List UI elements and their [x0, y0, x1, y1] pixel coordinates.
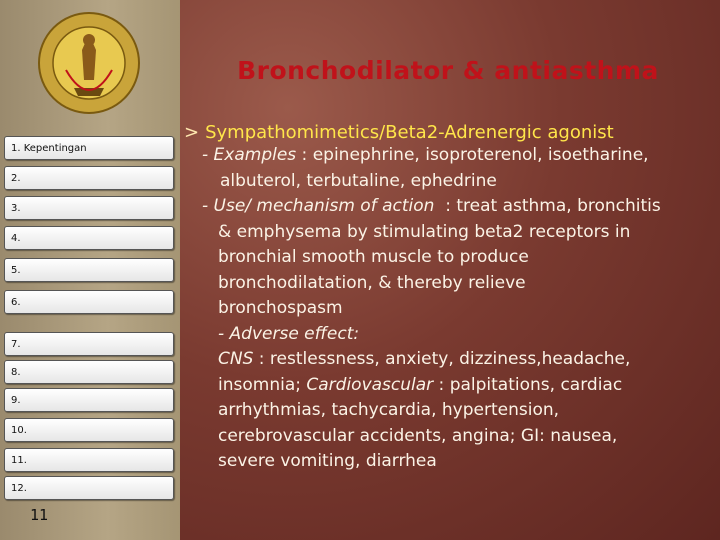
page-number: 11	[30, 506, 49, 524]
adverse-label: - Adverse effect:	[218, 323, 360, 344]
use-cont-2: bronchial smooth muscle to produce	[218, 247, 529, 267]
use-text: : treat asthma, bronchitis	[434, 196, 661, 216]
nav-item-8[interactable]: 8.	[4, 360, 174, 384]
nav-item-9[interactable]: 9.	[4, 388, 174, 412]
use-cont-3: bronchodilatation, & thereby relieve	[218, 272, 526, 293]
examples-label: - Examples	[202, 145, 297, 165]
examples-line	[184, 143, 720, 169]
use-label: - Use/ mechanism of action	[202, 196, 435, 216]
examples-text: : epinephrine, isoproterenol, isoetharine,	[296, 145, 649, 165]
cardio-cont-2: cerebrovascular accidents, angina; GI: nausea,	[218, 425, 618, 446]
slide-content	[184, 122, 720, 475]
nav-item-5[interactable]: 5.	[4, 258, 174, 282]
nav-item-11[interactable]: 11.	[4, 448, 174, 472]
use-cont-1: & emphysema by stimulating beta2 receptors in	[218, 221, 631, 242]
cns-label: CNS	[218, 349, 254, 369]
bullet-heading	[184, 122, 720, 143]
heading-text: Sympathomimetics/Beta2-Adrenergic agonist	[205, 122, 614, 143]
nav-item-2[interactable]: 2.	[4, 166, 174, 190]
use-cont-4: bronchospasm	[218, 298, 343, 318]
examples-cont: albuterol, terbutaline, ephedrine	[220, 170, 497, 191]
slide-title: Bronchodilator & antiasthma	[237, 56, 659, 85]
bullet-arrow-icon: >	[184, 122, 200, 143]
cns-cont-line	[184, 373, 720, 399]
cardio-label: Cardiovascular	[306, 374, 434, 395]
nav-item-1[interactable]: 1. Kepentingan	[4, 136, 174, 160]
cns-cont: insomnia;	[218, 374, 307, 395]
use-line	[184, 194, 720, 220]
nav-item-4[interactable]: 4.	[4, 226, 174, 250]
cardio-cont-1: arrhythmias, tachycardia, hypertension,	[218, 400, 560, 420]
cns-line	[184, 347, 720, 373]
nav-item-12[interactable]: 12.	[4, 476, 174, 500]
nav-item-6[interactable]: 6.	[4, 290, 174, 314]
cns-text: : restlessness, anxiety, dizziness,headache,	[253, 349, 631, 369]
nav-item-10[interactable]: 10.	[4, 418, 174, 442]
cardio-text: : palpitations, cardiac	[433, 374, 623, 395]
university-logo	[36, 10, 142, 116]
nav-item-3[interactable]: 3.	[4, 196, 174, 220]
nav-item-7[interactable]: 7.	[4, 332, 174, 356]
cardio-cont-3: severe vomiting, diarrhea	[218, 451, 437, 471]
